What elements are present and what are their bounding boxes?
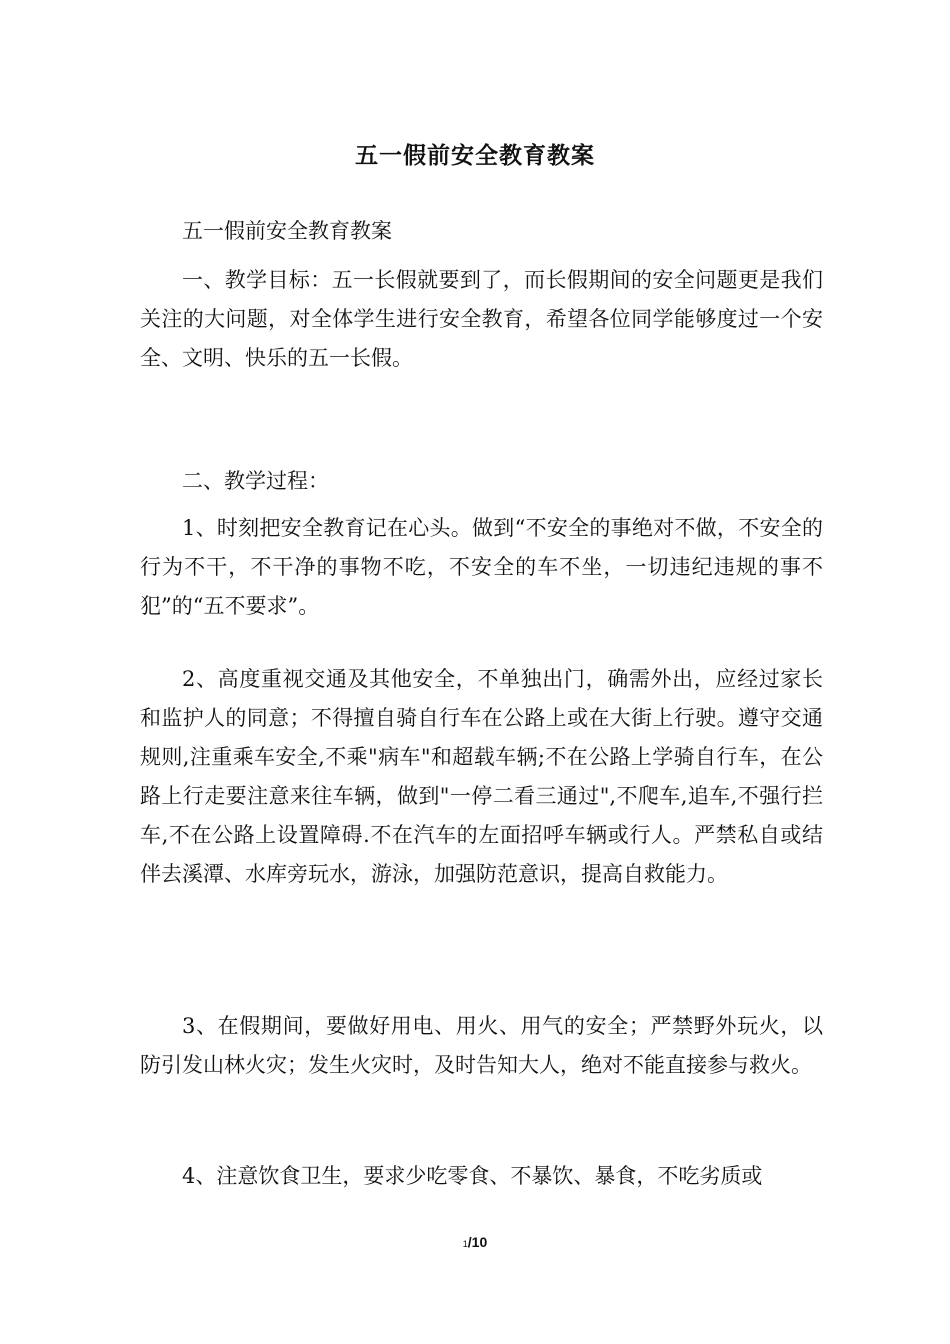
page-number-total: 10	[471, 1234, 488, 1250]
page-number	[0, 1234, 950, 1252]
paragraph-item-2: 2、高度重视交通及其他安全，不单独出门，确需外出，应经过家长和监护人的同意；不得擅自骑自行车在公路上或在大街上行驶。遵守交通规则,注重乘车安全,不乘"病车"和超载车辆;不在公路上学骑自行车，在公路上行走要注意来往车辆，做到"一停二看三通过",不爬车,追车,不强行拦车,不在公路上设置障碍.不在汽车的左面招呼车辆或行人。严禁私自或结伴去溪潭、水库旁玩水，游泳，加强防范意识，提高自救能力。	[140, 667, 823, 886]
paragraph-teaching-process-heading: 二、教学过程：	[182, 469, 329, 493]
paragraph-item-3: 3、在假期间，要做好用电、用火、用气的安全；严禁野外玩火，以防引发山林火灾；发生火灾时，及时告知大人，绝对不能直接参与救火。	[140, 1014, 823, 1077]
paragraph-teaching-goal: 一、教学目标：五一长假就要到了，而长假期间的安全问题更是我们关注的大问题，对全体学生进行安全教育，希望各位同学能够度过一个安全、文明、快乐的五一长假。	[140, 268, 823, 370]
page-number-separator: /	[467, 1234, 472, 1250]
paragraph-item-1: 1、时刻把安全教育记在心头。做到“不安全的事绝对不做，不安全的行为不干，不干净的事物不吃，不安全的车不坐，一切违纪违规的事不犯”的“五不要求”。	[140, 516, 823, 618]
page-number-current: 1	[462, 1239, 468, 1249]
paragraph-item-4: 4、注意饮食卫生，要求少吃零食、不暴饮、暴食，不吃劣质或	[182, 1164, 763, 1188]
document-title: 五一假前安全教育教案	[355, 143, 595, 169]
paragraph-subtitle: 五一假前安全教育教案	[182, 219, 392, 243]
